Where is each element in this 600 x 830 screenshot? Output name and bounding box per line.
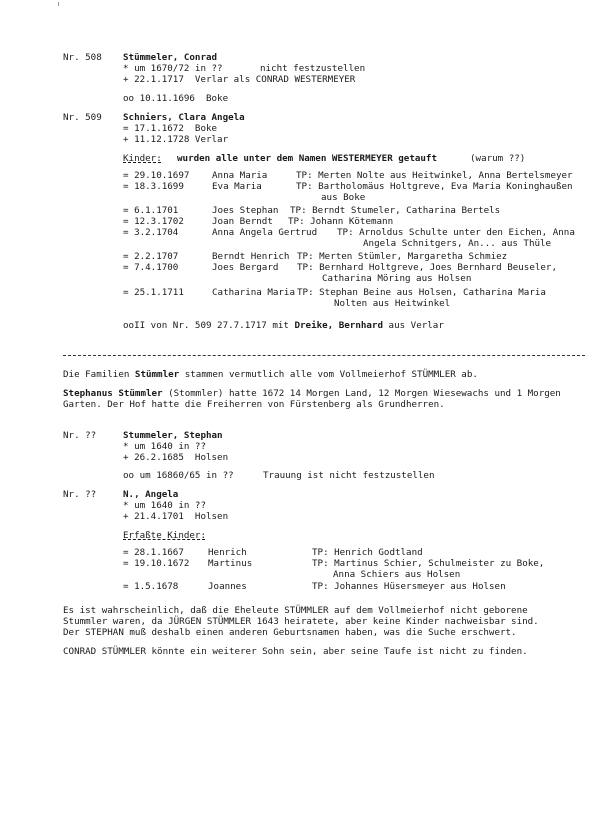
second-spouse-name: Dreike, Bernhard bbox=[294, 320, 383, 331]
child-name: Eva Maria bbox=[212, 181, 262, 192]
child-date: = 6.1.1701 bbox=[123, 205, 179, 216]
second-marriage-line bbox=[123, 320, 444, 331]
child-godparents: TP: Martinus Schier, Schulmeister zu Boke, bbox=[312, 558, 545, 569]
child-date: = 28.1.1667 bbox=[123, 547, 184, 558]
child-godparents: TP: Johann Kötemann bbox=[288, 216, 394, 227]
child-godparents: TP: Berndt Stumeler, Catharina Bertels bbox=[290, 205, 501, 216]
person-name: N., Angela bbox=[123, 489, 179, 500]
child-godparents: TP: Arnoldus Schulte unter den Eichen, Anna bbox=[337, 227, 575, 238]
entry-number: Nr. 508 bbox=[63, 52, 102, 63]
family-note-line-1 bbox=[63, 369, 478, 380]
child-godparents-cont: Angela Schnitgers, An... aus Thüle bbox=[363, 238, 552, 249]
child-name: Anna Maria bbox=[212, 170, 268, 181]
birth-note: nicht festzustellen bbox=[260, 63, 366, 74]
baptism-line: = 17.1.1672 Boke bbox=[123, 123, 218, 134]
child-date: = 18.3.1699 bbox=[123, 181, 184, 192]
child-name: Henrich bbox=[208, 547, 247, 558]
death-line: + 21.4.1701 Holsen bbox=[123, 511, 229, 522]
person-name: Schniers, Clara Angela bbox=[123, 112, 245, 123]
child-name: Joannes bbox=[208, 581, 247, 592]
marriage-line: oo 10.11.1696 Boke bbox=[123, 93, 229, 104]
child-name: Joan Berndt bbox=[212, 216, 273, 227]
conclusion-line-3: Der STEPHAN muß deshalb einen anderen Geburtsnamen haben, was die Suche erschwert. bbox=[63, 627, 517, 638]
entry-number: Nr. 509 bbox=[63, 112, 102, 123]
text: stammen vermutlich alle vom Vollmeierhof STÜMMLER ab. bbox=[179, 369, 478, 380]
child-name: Joes Bergard bbox=[212, 262, 279, 273]
text: (Stommler) hatte 1672 14 Morgen Land, 12 Morgen Wiesewachs und 1 Morgen bbox=[162, 388, 561, 399]
child-name: Joes Stephan bbox=[212, 205, 279, 216]
person-name: Stephanus Stümmler bbox=[63, 388, 163, 399]
child-godparents-cont: Nolten aus Heitwinkel bbox=[334, 298, 451, 309]
child-date: = 19.10.1672 bbox=[123, 558, 190, 569]
death-line: + 26.2.1685 Holsen bbox=[123, 452, 229, 463]
child-godparents-cont: aus Boke bbox=[321, 192, 366, 203]
child-godparents-cont: Anna Schiers aus Holsen bbox=[333, 569, 461, 580]
birth-line: * um 1640 in ?? bbox=[123, 441, 206, 452]
section-divider bbox=[63, 355, 585, 356]
entry-number: Nr. ?? bbox=[63, 430, 97, 441]
scan-mark bbox=[58, 2, 59, 6]
marriage-note: Trauung ist nicht festzustellen bbox=[263, 470, 435, 481]
conclusion-line-4: CONRAD STÜMMLER könnte ein weiterer Sohn sein, aber seine Taufe ist nicht zu finden. bbox=[63, 646, 528, 657]
child-godparents: TP: Merten Stümler, Margaretha Schmiez bbox=[297, 251, 508, 262]
child-godparents: TP: Johannes Hüsersmeyer aus Holsen bbox=[312, 581, 506, 592]
children-label: Kinder: bbox=[123, 153, 162, 164]
family-name: Stümmler bbox=[134, 369, 180, 380]
child-name: Berndt Henrich bbox=[212, 251, 290, 262]
conclusion-line-1: Es ist wahrscheinlich, daß die Eheleute STÜMMLER auf dem Vollmeierhof nicht geborene bbox=[63, 605, 528, 616]
children-question: (warum ??) bbox=[470, 153, 526, 164]
child-date: = 7.4.1700 bbox=[123, 262, 179, 273]
child-date: = 25.1.1711 bbox=[123, 287, 184, 298]
conclusion-line-2: Stummler waren, da JÜRGEN STÜMMLER 1643 heiratete, aber keine Kinder nachweisbar sind. bbox=[63, 616, 539, 627]
child-godparents: TP: Merten Nolte aus Heitwinkel, Anna Bertelsmeyer bbox=[296, 170, 573, 181]
children-label: Erfaßte Kinder: bbox=[123, 530, 206, 541]
person-name: Stümmeler, Conrad bbox=[123, 52, 218, 63]
text: Die Familien bbox=[63, 369, 135, 380]
person-name: Stummeler, Stephan bbox=[123, 430, 223, 441]
second-marriage-place: aus Verlar bbox=[383, 320, 444, 331]
second-marriage-prefix: ooII von Nr. 509 27.7.1717 mit bbox=[123, 320, 295, 331]
child-godparents: TP: Henrich Godtland bbox=[312, 547, 423, 558]
entry-number: Nr. ?? bbox=[63, 489, 97, 500]
death-line: + 22.1.1717 Verlar als CONRAD WESTERMEYER bbox=[123, 74, 356, 85]
children-note: wurden alle unter dem Namen WESTERMEYER getauft bbox=[177, 153, 437, 164]
death-line: + 11.12.1728 Verlar bbox=[123, 134, 229, 145]
child-date: = 3.2.1704 bbox=[123, 227, 179, 238]
child-date: = 12.3.1702 bbox=[123, 216, 184, 227]
birth-line: * um 1640 in ?? bbox=[123, 500, 206, 511]
birth-line: * um 1670/72 in ?? bbox=[123, 63, 223, 74]
marriage-line: oo um 16860/65 in ?? bbox=[123, 470, 234, 481]
child-godparents-cont: Catharina Möring aus Holsen bbox=[322, 273, 472, 284]
child-godparents: TP: Stephan Beine aus Holsen, Catharina Maria bbox=[297, 287, 546, 298]
child-name: Catharina Maria bbox=[212, 287, 295, 298]
child-godparents: TP: Bartholomäus Holtgreve, Eva Maria Koninghaußen bbox=[296, 181, 573, 192]
child-godparents: TP: Bernhard Holtgreve, Joes Bernhard Beuseler, bbox=[297, 262, 557, 273]
family-note-line-2 bbox=[63, 388, 561, 399]
child-name: Martinus bbox=[208, 558, 253, 569]
child-date: = 2.2.1707 bbox=[123, 251, 179, 262]
child-date: = 1.5.1678 bbox=[123, 581, 179, 592]
family-note-line-3: Garten. Der Hof hatte die Freiherren von Fürstenberg als Grundherren. bbox=[63, 399, 445, 410]
child-date: = 29.10.1697 bbox=[123, 170, 190, 181]
child-name: Anna Angela Gertrud bbox=[212, 227, 318, 238]
